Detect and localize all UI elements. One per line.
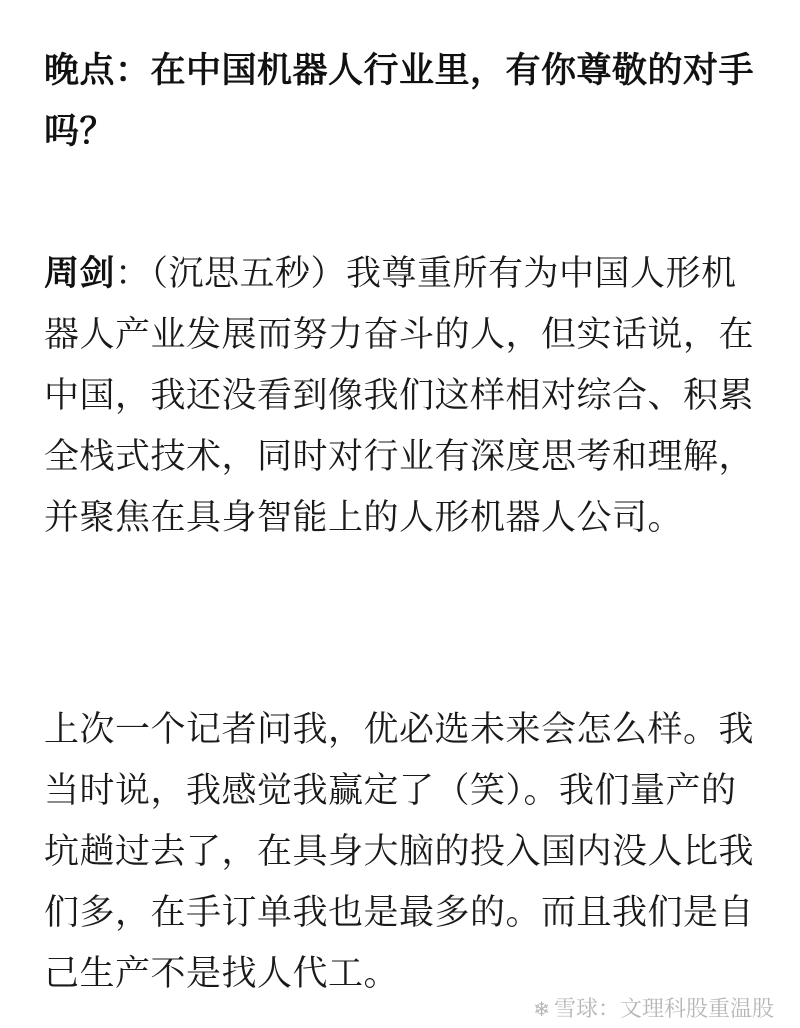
interview-question: 晚点：在中国机器人行业里，有你尊敬的对手吗？ [44, 51, 755, 152]
snowball-icon: ❄ [533, 997, 550, 1021]
watermark [533, 995, 774, 1024]
answer-1-text: （沉思五秒）我尊重所有为中国人形机器人产业发展而努力奋斗的人，但实话说，在中国，我还没看到像我们这样相对综合、积累全栈式技术，同时对行业有深度思考和理解，并聚焦在具身智能上的人形机器人公司。 [44, 254, 755, 538]
speaker-name: 周剑 [44, 254, 116, 294]
interview-answer-1 [44, 244, 760, 549]
watermark-text: 雪球：文理科股重温股 [553, 997, 774, 1022]
speaker-separator: ： [115, 254, 151, 294]
interview-answer-2: 上次一个记者问我，优必选未来会怎么样。我当时说，我感觉我赢定了（笑）。我们量产的坑趟过去了，在具身大脑的投入国内没人比我们多，在手订单我也是最多的。而且我们是自己生产不是找人代工。 [44, 710, 755, 994]
